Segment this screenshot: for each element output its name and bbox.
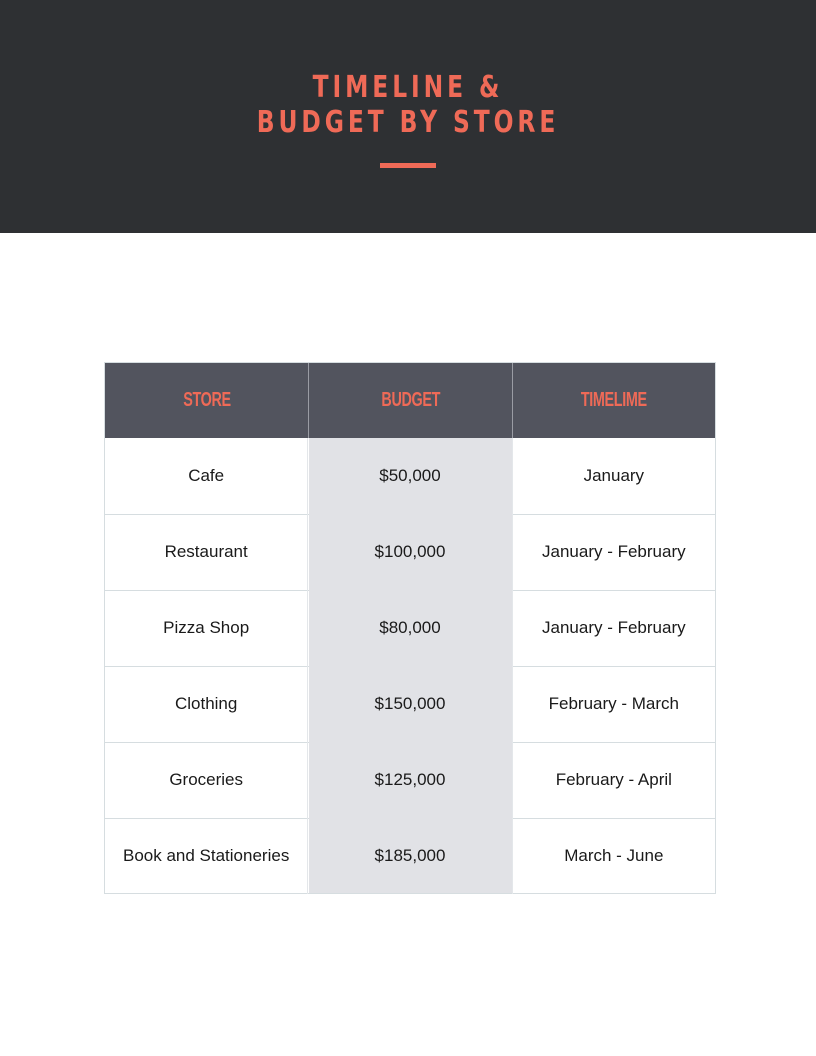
store-cell: Clothing: [105, 666, 308, 742]
table-row: [105, 514, 715, 590]
column-header-label: STORE: [182, 389, 231, 411]
timeline-cell: January - February: [512, 514, 715, 590]
column-header-timeline: [512, 363, 715, 438]
budget-cell: $125,000: [374, 770, 446, 789]
store-cell: Pizza Shop: [105, 590, 308, 666]
timeline-cell: February - March: [512, 666, 715, 742]
table-row: [105, 742, 715, 818]
column-header-store: [105, 363, 308, 438]
budget-cell: $150,000: [374, 694, 446, 713]
store-cell: Cafe: [105, 438, 308, 514]
store-cell: Book and Stationeries: [105, 818, 308, 894]
table-row: [105, 438, 715, 514]
page-title: [90, 70, 726, 140]
table-row: [105, 666, 715, 742]
budget-cell: $100,000: [374, 542, 446, 561]
store-cell: Groceries: [105, 742, 308, 818]
title-line-1: TIMELINE &: [312, 70, 504, 105]
column-header-label: TIMELIME: [580, 389, 647, 411]
column-header-label: BUDGET: [381, 389, 440, 411]
table-header: [105, 363, 715, 438]
header-banner: [0, 0, 816, 233]
table-row: [105, 818, 715, 894]
store-budget-table: [104, 362, 716, 894]
title-line-2: BUDGET BY STORE: [256, 105, 560, 140]
budget-cell: $50,000: [379, 466, 441, 485]
title-accent-divider: [380, 163, 436, 168]
table-row: [105, 590, 715, 666]
timeline-cell: January - February: [512, 590, 715, 666]
store-cell: Restaurant: [105, 514, 308, 590]
budget-cell: $185,000: [374, 846, 446, 865]
table-body: [105, 438, 715, 894]
timeline-cell: January: [512, 438, 715, 514]
timeline-cell: March - June: [512, 818, 715, 894]
budget-cell: $80,000: [379, 618, 441, 637]
timeline-cell: February - April: [512, 742, 715, 818]
column-header-budget: [308, 363, 511, 438]
